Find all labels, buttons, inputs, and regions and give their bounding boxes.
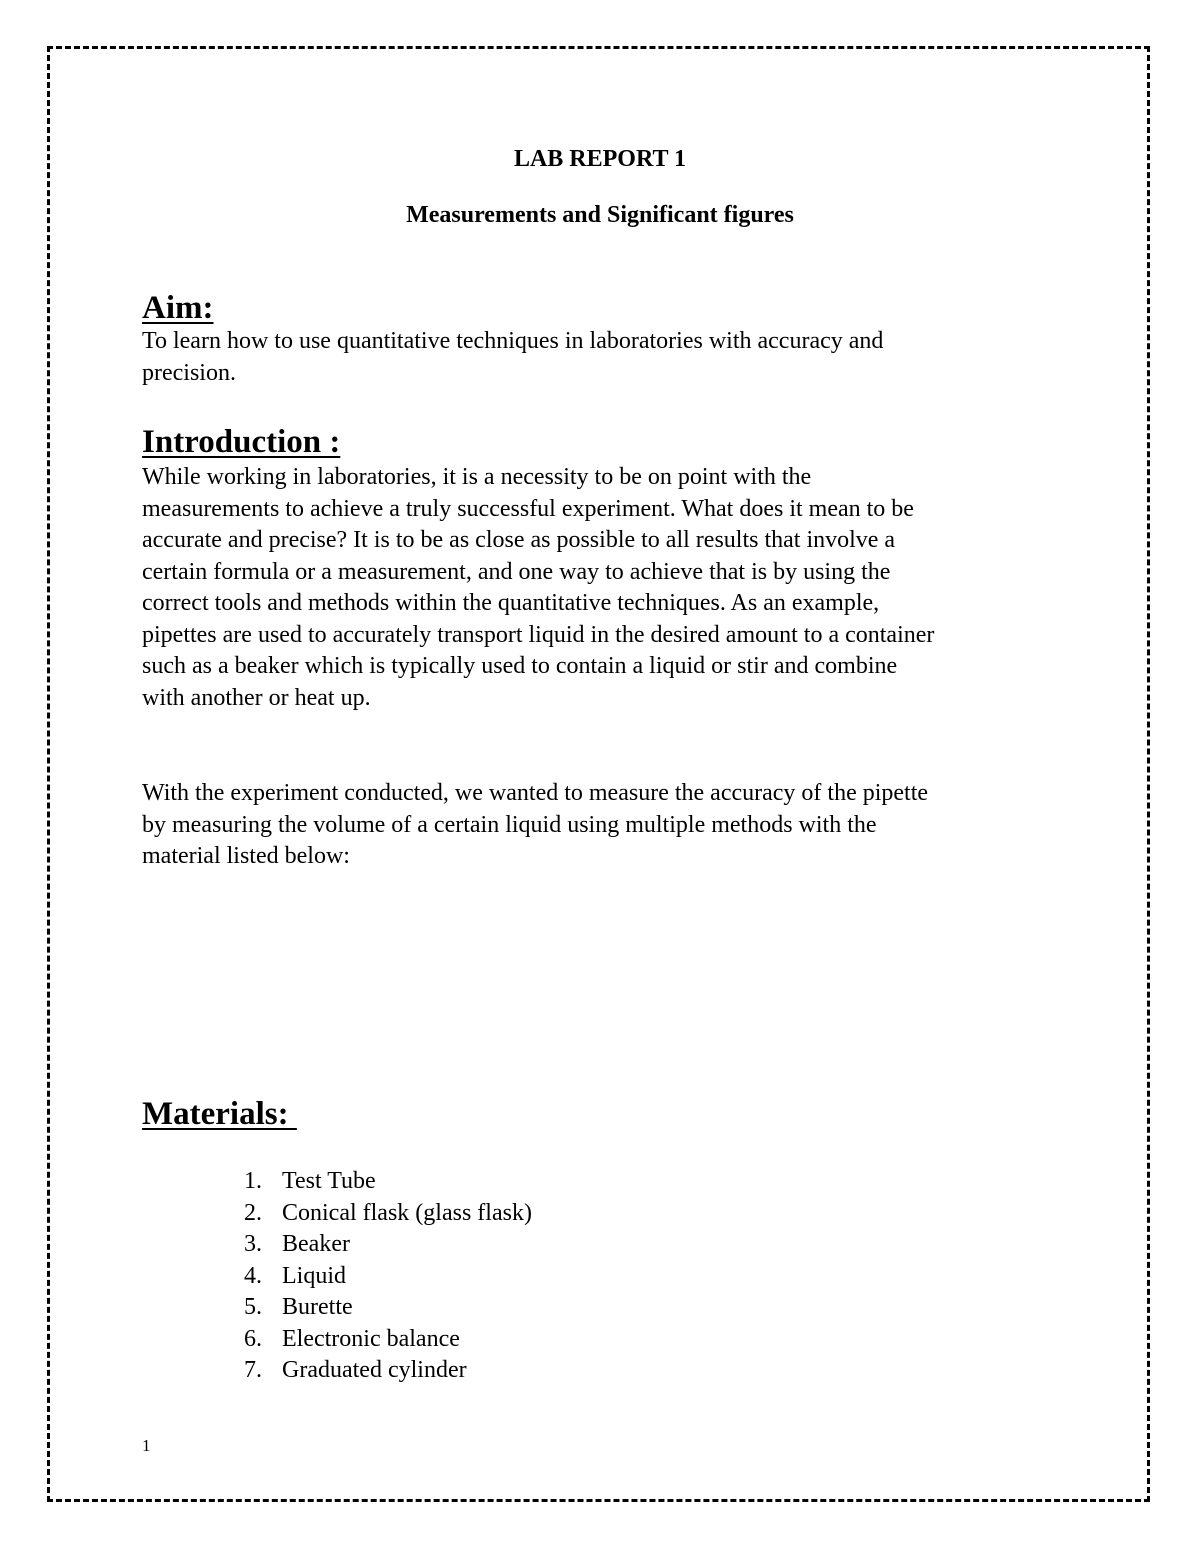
introduction-line: such as a beaker which is typically used to contain a liquid or stir and combine [142,653,898,679]
list-item-label: Graduated cylinder [282,1357,467,1383]
list-item [244,1324,532,1356]
list-item-number: 2. [244,1199,262,1226]
document-subtitle: Measurements and Significant figures [406,202,794,228]
introduction-line: While working in laboratories, it is a necessity to be on point with the [142,464,812,490]
list-item-number: 5. [244,1294,262,1320]
experiment-line: With the experiment conducted, we wanted to measure the accuracy of the pipette [142,780,929,806]
aim-heading: Aim: [142,290,214,326]
list-item [244,1355,532,1387]
introduction-line: pipettes are used to accurately transport liquid in the desired amount to a container [142,621,935,648]
list-item-label: Beaker [282,1231,350,1257]
introduction-paragraph [142,462,1062,714]
list-item-number: 6. [244,1325,262,1352]
page-border [47,46,1150,1502]
document-title: LAB REPORT 1 [513,146,687,172]
aim-line: precision. [142,359,236,386]
aim-paragraph [142,326,1062,389]
list-item-label: Burette [282,1294,353,1320]
introduction-line: correct tools and methods within the quantitative techniques. As an example, [142,590,880,616]
materials-heading: Materials: [142,1096,297,1132]
list-item-number: 3. [244,1231,262,1257]
introduction-line: with another or heat up. [142,684,371,711]
introduction-heading: Introduction : [142,424,341,460]
list-item [244,1261,532,1293]
list-item-label: Test Tube [282,1168,376,1194]
aim-line: To learn how to use quantitative techniques in laboratories with accuracy and [142,328,884,354]
introduction-line: certain formula or a measurement, and one way to achieve that is by using the [142,558,891,585]
list-item-number: 1. [244,1168,262,1194]
introduction-line: accurate and precise? It is to be as close as possible to all results that involve a [142,527,896,553]
experiment-line: by measuring the volume of a certain liquid using multiple methods with the [142,811,877,838]
list-item [244,1198,532,1230]
list-item-label: Conical flask (glass flask) [282,1199,532,1226]
materials-list [244,1166,532,1387]
list-item [244,1166,532,1198]
list-item-number: 4. [244,1262,262,1289]
list-item-label: Electronic balance [282,1325,460,1352]
page-number: 1 [142,1436,151,1455]
list-item [244,1229,532,1261]
list-item-number: 7. [244,1357,262,1383]
list-item-label: Liquid [282,1262,346,1289]
introduction-line: measurements to achieve a truly successful experiment. What does it mean to be [142,495,914,522]
experiment-paragraph [142,778,1062,873]
list-item [244,1292,532,1324]
experiment-line: material listed below: [142,843,350,869]
